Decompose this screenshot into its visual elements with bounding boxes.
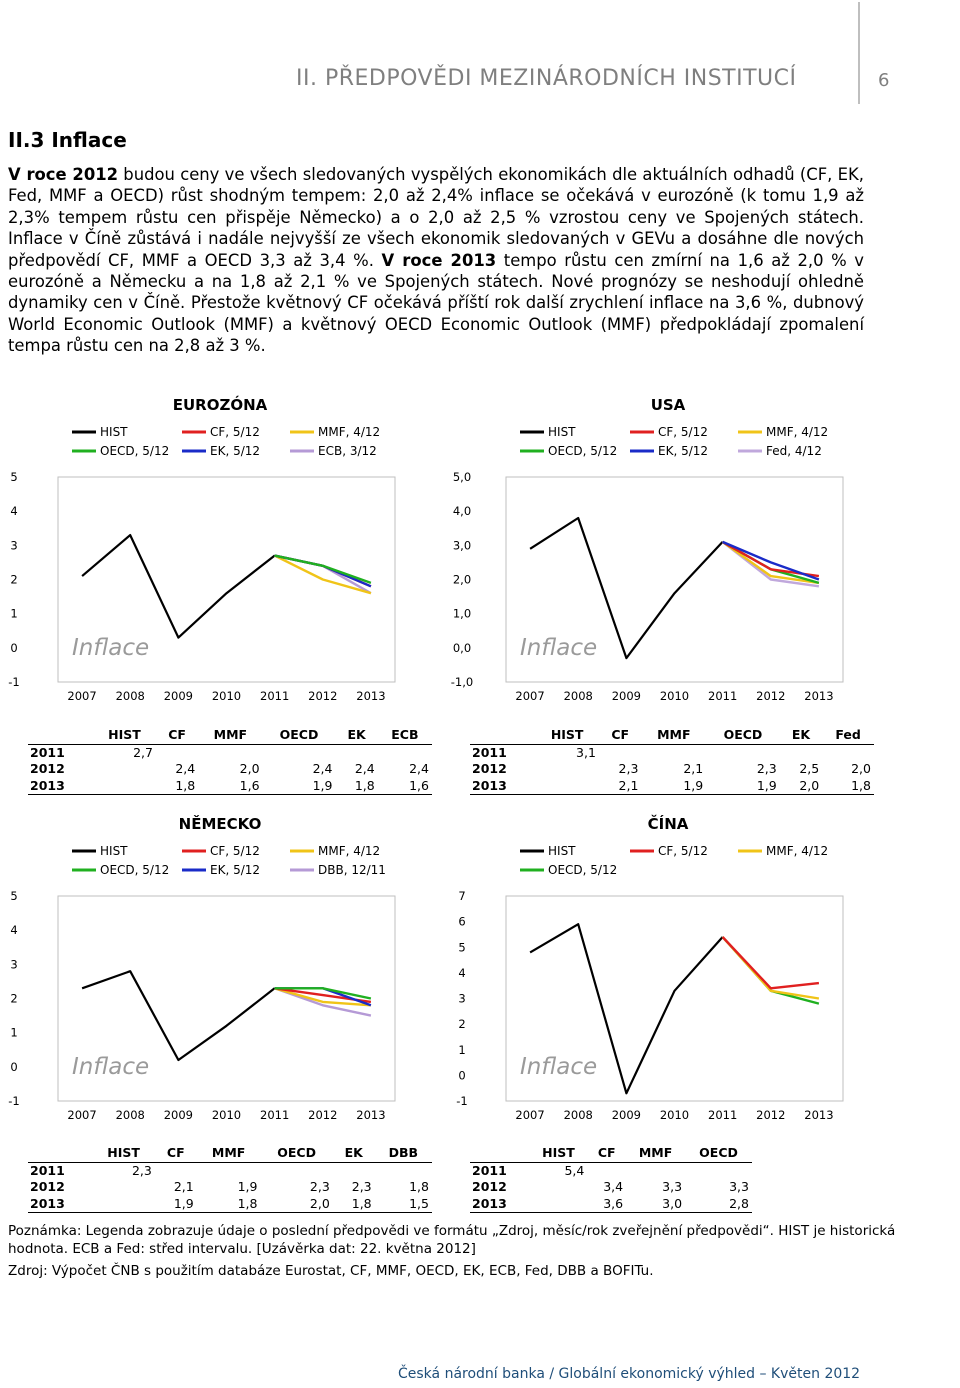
table-value-cell: 2,3 bbox=[618, 761, 639, 776]
table-value-cell: 3,3 bbox=[662, 1179, 683, 1194]
y-tick-label: 1,0 bbox=[452, 606, 472, 621]
table-row bbox=[28, 744, 432, 761]
legend-label-ek: EK, 5/12 bbox=[210, 444, 261, 458]
table-germany bbox=[28, 1145, 432, 1213]
chart-usa bbox=[448, 392, 888, 712]
table-header-cell: MMF bbox=[657, 727, 691, 742]
x-tick-label: 2007 bbox=[67, 1108, 97, 1122]
chart-title: USA bbox=[650, 396, 686, 414]
series-line-mmf bbox=[275, 556, 371, 594]
legend-label-mmf: MMF, 4/12 bbox=[318, 425, 381, 439]
table-value-cell bbox=[198, 744, 262, 761]
legend-label-ek: EK, 5/12 bbox=[210, 863, 261, 877]
chart-svg bbox=[0, 811, 440, 1131]
table-value-cell bbox=[93, 778, 156, 795]
table-value-cell bbox=[263, 744, 336, 761]
legend-label-ecb: ECB, 3/12 bbox=[318, 444, 377, 458]
x-tick-label: 2008 bbox=[563, 689, 593, 703]
table-header-cell bbox=[470, 727, 535, 744]
chart-watermark: Inflace bbox=[72, 1054, 150, 1081]
legend-label-cf: CF, 5/12 bbox=[210, 425, 260, 439]
legend-label-hist: HIST bbox=[548, 425, 576, 439]
table-header-cell: MMF bbox=[638, 1145, 673, 1160]
table-row bbox=[470, 1196, 752, 1213]
table-value-cell: 2,1 bbox=[683, 761, 704, 776]
table-year-cell: 2011 bbox=[30, 744, 65, 760]
y-tick-label: 1 bbox=[10, 606, 18, 621]
series-line-ecb bbox=[275, 556, 371, 594]
x-tick-label: 2010 bbox=[211, 689, 242, 703]
table-value-cell bbox=[93, 761, 156, 778]
table-value-cell bbox=[780, 744, 823, 761]
table-header-cell: OECD bbox=[279, 727, 319, 742]
x-tick-label: 2012 bbox=[756, 1108, 786, 1122]
table-value-cell bbox=[156, 744, 198, 761]
table-value-cell: 3,0 bbox=[662, 1195, 683, 1211]
table-header-cell: DBB bbox=[388, 1145, 419, 1160]
table-header-cell: ECB bbox=[391, 727, 419, 742]
table-header-cell: MMF bbox=[211, 1145, 246, 1160]
chart-svg bbox=[448, 392, 888, 712]
y-tick-label: 4 bbox=[10, 923, 18, 938]
x-tick-label: 2011 bbox=[708, 1108, 738, 1122]
table-year-cell: 2013 bbox=[30, 1195, 65, 1211]
table-value-cell: 1,9 bbox=[173, 1195, 194, 1211]
series-line-cf bbox=[275, 556, 371, 587]
table-value-cell: 3,1 bbox=[576, 744, 596, 760]
x-tick-label: 2007 bbox=[515, 1108, 545, 1122]
chart-title: NĚMECKO bbox=[178, 815, 262, 833]
table-header-cell: OECD bbox=[723, 727, 763, 742]
legend-label-cf: CF, 5/12 bbox=[658, 425, 708, 439]
table-header-cell: HIST bbox=[107, 1145, 140, 1160]
y-tick-label: 4 bbox=[10, 504, 18, 519]
legend-label-oecd: OECD, 5/12 bbox=[548, 444, 618, 458]
table-row bbox=[470, 1162, 752, 1179]
table-value-cell: 2,4 bbox=[354, 761, 375, 776]
table-header-row bbox=[470, 727, 874, 744]
x-tick-label: 2010 bbox=[659, 689, 690, 703]
table-value-cell bbox=[530, 1179, 588, 1196]
table-value-cell bbox=[260, 1162, 332, 1179]
legend-label-mmf: MMF, 4/12 bbox=[766, 844, 829, 858]
table-value-cell: 1,8 bbox=[409, 1179, 429, 1194]
table-row bbox=[28, 778, 432, 795]
table-header-cell: CF bbox=[168, 727, 186, 742]
y-tick-label: 0,0 bbox=[452, 640, 472, 655]
table-year-cell: 2013 bbox=[472, 777, 507, 793]
chart-title: ČÍNA bbox=[647, 815, 689, 833]
y-tick-label: 3 bbox=[458, 991, 466, 1006]
page-footer: Česká národní banka / Globální ekonomický výhled – Květen 2012 bbox=[398, 1366, 861, 1382]
table-value-cell: 2,1 bbox=[618, 777, 639, 793]
x-tick-label: 2009 bbox=[611, 689, 641, 703]
para-bold-2012: V roce 2012 bbox=[8, 165, 119, 184]
y-tick-label: -1 bbox=[8, 1094, 20, 1108]
chart-eurozone bbox=[0, 392, 440, 712]
legend-label-oecd: OECD, 5/12 bbox=[100, 863, 170, 877]
table-china bbox=[470, 1145, 752, 1213]
table-value-cell bbox=[197, 1162, 261, 1179]
table-value-cell bbox=[155, 1162, 197, 1179]
table-value-cell: 2,0 bbox=[799, 777, 820, 793]
y-tick-label: -1 bbox=[8, 675, 20, 689]
table-value-cell bbox=[685, 1162, 752, 1179]
table-value-cell bbox=[626, 1162, 685, 1179]
y-tick-label: 0 bbox=[458, 1068, 466, 1083]
legend-label-fed: Fed, 4/12 bbox=[766, 444, 822, 458]
legend-label-oecd: OECD, 5/12 bbox=[100, 444, 170, 458]
table-value-cell bbox=[378, 744, 432, 761]
table-header-cell bbox=[470, 1145, 530, 1162]
x-tick-label: 2011 bbox=[260, 1108, 290, 1122]
table-year-cell: 2011 bbox=[472, 1162, 507, 1178]
legend-label-cf: CF, 5/12 bbox=[658, 844, 708, 858]
table-value-cell: 2,0 bbox=[309, 1195, 330, 1211]
table-year-cell: 2012 bbox=[30, 1179, 65, 1194]
x-tick-label: 2010 bbox=[659, 1108, 690, 1122]
table-value-cell: 1,8 bbox=[175, 777, 196, 793]
table-row bbox=[470, 1179, 752, 1196]
table-value-cell: 1,9 bbox=[312, 777, 333, 793]
legend-label-hist: HIST bbox=[100, 425, 128, 439]
table-value-cell: 1,5 bbox=[409, 1195, 429, 1211]
x-tick-label: 2007 bbox=[515, 689, 545, 703]
series-line-cf bbox=[723, 937, 819, 988]
series-line-oecd bbox=[723, 937, 819, 1004]
table-value-cell: 1,8 bbox=[354, 777, 375, 793]
chart-germany bbox=[0, 811, 440, 1131]
table-header-cell: OECD bbox=[699, 1145, 738, 1160]
table-year-cell: 2012 bbox=[472, 761, 507, 776]
x-tick-label: 2008 bbox=[563, 1108, 593, 1122]
y-tick-label: 3,0 bbox=[452, 538, 472, 553]
y-tick-label: 3 bbox=[10, 538, 18, 553]
table-row bbox=[28, 1196, 432, 1213]
x-tick-label: 2007 bbox=[67, 689, 97, 703]
table-row bbox=[470, 778, 874, 795]
table-value-cell bbox=[535, 778, 599, 795]
table-header-row bbox=[470, 1145, 752, 1162]
series-line-hist bbox=[82, 971, 275, 1060]
table-value-cell: 2,5 bbox=[799, 761, 820, 776]
table-value-cell: 2,3 bbox=[756, 761, 777, 776]
x-tick-label: 2012 bbox=[308, 689, 338, 703]
y-tick-label: 3 bbox=[10, 957, 18, 972]
table-value-cell bbox=[599, 744, 642, 761]
table-value-cell bbox=[822, 744, 874, 761]
legend-label-oecd: OECD, 5/12 bbox=[548, 863, 618, 877]
y-tick-label: 0 bbox=[10, 640, 18, 655]
table-row bbox=[28, 1162, 432, 1179]
table-header-cell: EK bbox=[344, 1145, 363, 1160]
para-text-1: budou ceny ve všech sledovaných vyspělých ekonomikách dle aktuálních odhadů (CF, EK, Fed, MMF a OECD) růst shodným tempem: 2,0 až 2,4% inflace se očekává v eurozóně (k tomu 1,9 až 2,3% tempem růstu cen přispěje Německo) a o 2,0 až 2,5 % vzrostou ceny ve Spojených státech. Inflace v Číně zůstává i nadále nejvyšší ze všech ekonomik sledovaných v GEVu a dosáhne dle nových předpovědí CF, MMF a OECD 3,3 až 3,4 %. bbox=[8, 165, 864, 270]
table-value-cell: 2,3 bbox=[309, 1179, 330, 1194]
table-header-row bbox=[28, 1145, 432, 1162]
y-tick-label: 2 bbox=[10, 991, 18, 1006]
y-tick-label: 2 bbox=[10, 572, 18, 587]
chart-svg bbox=[448, 811, 888, 1131]
table-value-cell: 5,4 bbox=[564, 1162, 585, 1178]
y-tick-label: 5,0 bbox=[452, 470, 472, 484]
table-year-cell: 2012 bbox=[472, 1179, 507, 1194]
table-value-cell: 1,9 bbox=[756, 777, 777, 793]
table-row bbox=[470, 761, 874, 778]
table-value-cell: 1,8 bbox=[851, 777, 871, 793]
legend-label-cf: CF, 5/12 bbox=[210, 844, 260, 858]
legend-label-hist: HIST bbox=[548, 844, 576, 858]
y-tick-label: 7 bbox=[458, 889, 466, 903]
y-tick-label: 5 bbox=[458, 940, 466, 955]
x-tick-label: 2008 bbox=[115, 1108, 145, 1122]
table-value-cell bbox=[535, 761, 599, 778]
note-text: Poznámka: Legenda zobrazuje údaje o poslední předpovědi ve formátu „Zdroj, měsíc/rok zveřejnění předpovědi“. HIST je historická hodnota. ECB a Fed: střed intervalu. [Uzávěrka dat: 22. května 2012] bbox=[8, 1223, 896, 1257]
x-tick-label: 2008 bbox=[115, 689, 145, 703]
legend-label-mmf: MMF, 4/12 bbox=[766, 425, 829, 439]
source-text: Zdroj: Výpočet ČNB s použitím databáze Eurostat, CF, MMF, OECD, EK, ECB, Fed, DBB a BOFITu. bbox=[8, 1263, 654, 1279]
table-value-cell: 2,3 bbox=[351, 1179, 372, 1194]
intro-paragraph bbox=[8, 164, 864, 357]
table-row bbox=[28, 761, 432, 778]
y-tick-label: -1 bbox=[456, 1094, 468, 1108]
x-tick-label: 2009 bbox=[163, 1108, 193, 1122]
table-value-cell: 3,4 bbox=[603, 1179, 624, 1194]
table-header-cell bbox=[28, 727, 93, 744]
para-bold-2013: V roce 2013 bbox=[381, 250, 497, 270]
y-tick-label: 2,0 bbox=[452, 572, 472, 587]
table-row bbox=[28, 1179, 432, 1196]
table-value-cell bbox=[92, 1196, 155, 1213]
x-tick-label: 2012 bbox=[308, 1108, 338, 1122]
table-value-cell: 1,8 bbox=[237, 1195, 258, 1211]
table-value-cell: 1,6 bbox=[239, 777, 260, 793]
y-tick-label: 2 bbox=[458, 1017, 466, 1032]
series-line-hist bbox=[82, 535, 275, 638]
x-tick-label: 2013 bbox=[356, 1108, 386, 1122]
page-number: 6 bbox=[878, 70, 890, 91]
y-tick-label: -1,0 bbox=[450, 675, 474, 689]
x-tick-label: 2011 bbox=[260, 689, 290, 703]
table-year-cell: 2011 bbox=[472, 744, 507, 760]
table-header-cell: HIST bbox=[542, 1145, 575, 1160]
header-divider bbox=[858, 2, 860, 104]
table-header-cell: CF bbox=[166, 1145, 185, 1160]
x-tick-label: 2012 bbox=[756, 689, 786, 703]
table-value-cell bbox=[706, 744, 779, 761]
legend-label-ek: EK, 5/12 bbox=[658, 444, 709, 458]
y-tick-label: 0 bbox=[10, 1059, 18, 1074]
x-tick-label: 2009 bbox=[611, 1108, 641, 1122]
table-value-cell: 1,6 bbox=[409, 777, 429, 793]
table-header-cell: EK bbox=[347, 727, 366, 742]
table-value-cell bbox=[530, 1196, 588, 1213]
table-header-cell: HIST bbox=[550, 727, 584, 742]
chart-title: EUROZÓNA bbox=[172, 396, 268, 414]
table-value-cell: 2,4 bbox=[409, 761, 429, 776]
chart-china bbox=[448, 811, 888, 1131]
chart-watermark: Inflace bbox=[520, 1054, 598, 1081]
y-tick-label: 1 bbox=[458, 1042, 466, 1057]
y-tick-label: 1 bbox=[10, 1025, 18, 1040]
legend-label-dbb: DBB, 12/11 bbox=[318, 863, 386, 877]
table-value-cell bbox=[641, 744, 706, 761]
y-tick-label: 6 bbox=[458, 914, 466, 929]
table-value-cell: 2,1 bbox=[173, 1179, 194, 1194]
table-year-cell: 2013 bbox=[472, 1195, 507, 1211]
y-tick-label: 4 bbox=[458, 965, 466, 980]
y-tick-label: 5 bbox=[10, 470, 18, 484]
table-value-cell: 2,8 bbox=[729, 1195, 749, 1211]
y-tick-label: 5 bbox=[10, 889, 18, 903]
x-tick-label: 2009 bbox=[163, 689, 193, 703]
table-value-cell: 1,9 bbox=[237, 1179, 258, 1194]
table-header-row bbox=[28, 727, 432, 744]
table-header-cell bbox=[28, 1145, 92, 1162]
table-value-cell bbox=[92, 1179, 155, 1196]
table-header-cell: EK bbox=[791, 727, 811, 742]
table-eurozone bbox=[28, 727, 432, 795]
table-header-cell: OECD bbox=[277, 1145, 316, 1160]
table-value-cell: 3,6 bbox=[603, 1195, 624, 1211]
table-row bbox=[470, 744, 874, 761]
x-tick-label: 2010 bbox=[211, 1108, 242, 1122]
table-value-cell bbox=[335, 744, 377, 761]
table-value-cell: 2,4 bbox=[175, 761, 196, 776]
table-value-cell: 1,8 bbox=[351, 1195, 372, 1211]
table-value-cell: 2,7 bbox=[133, 744, 153, 760]
table-value-cell: 2,0 bbox=[239, 761, 260, 776]
chart-svg bbox=[0, 392, 440, 712]
page-header-title: II. PŘEDPOVĚDI MEZINÁRODNÍCH INSTITUCÍ bbox=[296, 66, 797, 91]
legend-label-mmf: MMF, 4/12 bbox=[318, 844, 381, 858]
table-header-cell: HIST bbox=[108, 727, 141, 742]
x-tick-label: 2013 bbox=[804, 1108, 834, 1122]
table-value-cell: 3,3 bbox=[729, 1179, 749, 1194]
x-tick-label: 2013 bbox=[804, 689, 834, 703]
table-value-cell bbox=[375, 1162, 432, 1179]
table-usa bbox=[470, 727, 874, 795]
table-value-cell: 1,9 bbox=[683, 777, 704, 793]
table-year-cell: 2013 bbox=[30, 777, 65, 793]
table-header-cell: MMF bbox=[213, 727, 248, 742]
table-header-cell: Fed bbox=[835, 727, 861, 742]
chart-watermark: Inflace bbox=[72, 635, 150, 662]
table-value-cell bbox=[333, 1162, 375, 1179]
x-tick-label: 2013 bbox=[356, 689, 386, 703]
x-tick-label: 2011 bbox=[708, 689, 738, 703]
legend-label-hist: HIST bbox=[100, 844, 128, 858]
series-line-ek bbox=[275, 556, 371, 587]
table-year-cell: 2011 bbox=[30, 1162, 65, 1178]
series-line-ek bbox=[723, 542, 819, 580]
table-value-cell: 2,3 bbox=[131, 1162, 152, 1178]
table-value-cell: 2,4 bbox=[312, 761, 333, 776]
table-value-cell bbox=[587, 1162, 626, 1179]
chart-watermark: Inflace bbox=[520, 635, 598, 662]
section-title: II.3 Inflace bbox=[8, 128, 127, 152]
table-header-cell: CF bbox=[597, 1145, 616, 1160]
table-value-cell: 2,0 bbox=[851, 761, 871, 776]
table-header-cell: CF bbox=[611, 727, 630, 742]
table-year-cell: 2012 bbox=[30, 761, 65, 776]
para-text-2: tempo růstu cen zmírní na 1,6 až 2,0 % v eurozóně a Německu a na 1,8 až 2,1 % ve Spojených státech. Nové prognózy se neshodují ohledně dynamiky cen v Číně. Přestože květnový CF očekává příští rok další zrychlení inflace na 3,6 %, dubnový World Economic Outlook (MMF) a květnový OECD Economic Outlook (MMF) předpokládají zpomalení tempa růstu cen na 2,8 až 3 %. bbox=[8, 250, 864, 356]
y-tick-label: 4,0 bbox=[452, 504, 472, 519]
